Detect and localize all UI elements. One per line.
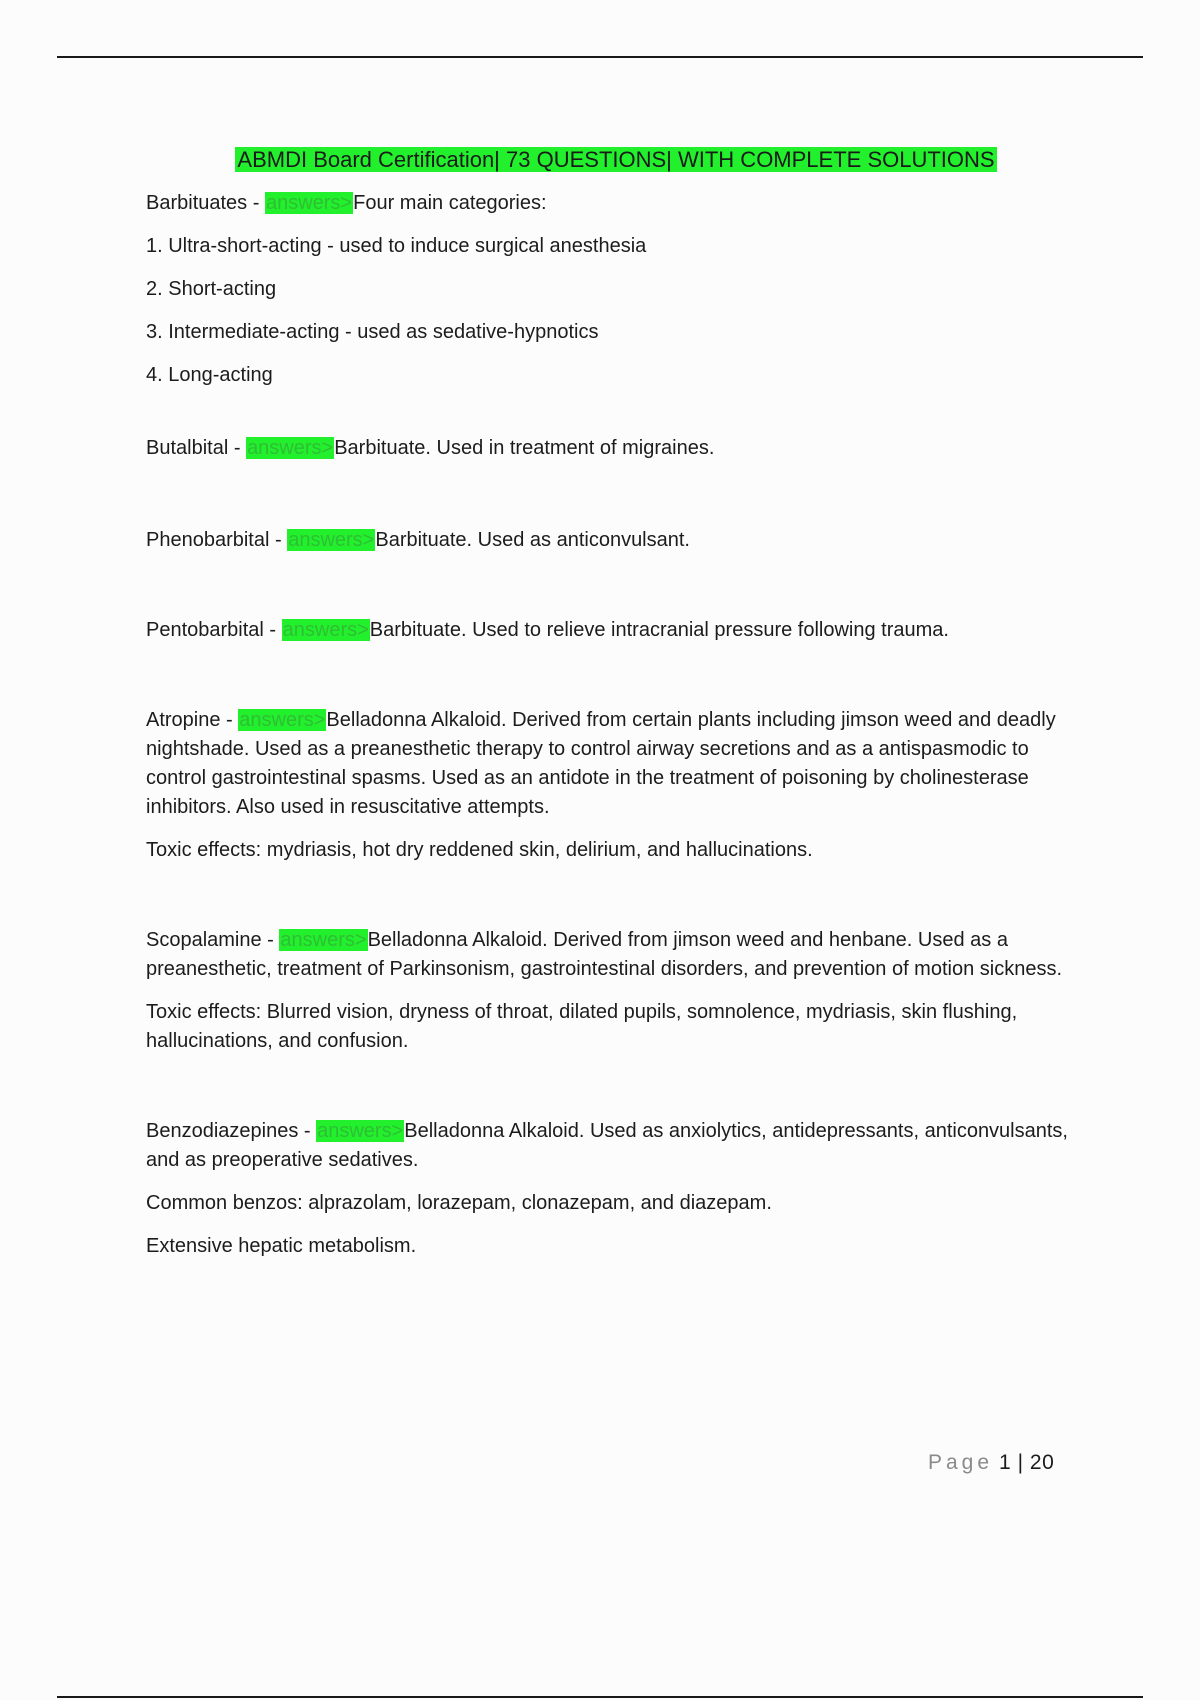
entry-answer: Belladonna Alkaloid. Derived from jimson weed and henbane. Used as a preanesthetic, treatment of Parkinsonism, gastrointestinal disorders, and prevention of motion sickness. xyxy=(146,929,1063,980)
entry-term: Atropine - xyxy=(146,709,239,731)
entry-scopalamine xyxy=(146,926,1086,984)
bottom-rule xyxy=(57,1696,1143,1698)
page-separator: | xyxy=(1017,1451,1024,1474)
entry-answer: Barbituate. Used to relieve intracranial pressure following trauma. xyxy=(369,619,949,641)
list-item: 1. Ultra-short-acting - used to induce surgical anesthesia xyxy=(146,235,647,257)
page-word: Page xyxy=(928,1451,994,1474)
list-item: 4. Long-acting xyxy=(146,364,273,386)
answer-tag: answers> xyxy=(239,709,326,731)
entry-answer: Belladonna Alkaloid. Derived from certain plants including jimson weed and deadly nightshade. Used as a preanesthetic therapy to control airway secretions and as a antispasmodic to control gastrointestinal spasms. Used as an antidote in the treatment of poisoning by cholinesterase inhibitors. Also used in resuscitative attempts. xyxy=(146,709,1056,818)
entry-extra: Extensive hepatic metabolism. xyxy=(146,1235,417,1257)
entry-butalbital xyxy=(146,434,1086,463)
entry-term: Phenobarbital - xyxy=(146,529,288,551)
entry-term: Benzodiazepines - xyxy=(146,1120,317,1142)
page-total: 20 xyxy=(1029,1451,1055,1474)
page-current: 1 xyxy=(999,1451,1012,1474)
answer-tag: answers> xyxy=(280,929,367,951)
entry-barbituates xyxy=(146,189,1086,218)
entry-answer: Belladonna Alkaloid. Used as anxiolytics, antidepressants, anticonvulsants, and as preoperative sedatives. xyxy=(146,1120,1068,1171)
list-item: 3. Intermediate-acting - used as sedative-hypnotics xyxy=(146,321,599,343)
entry-phenobarbital xyxy=(146,526,1086,555)
answer-tag: answers> xyxy=(282,619,369,641)
entry-benzodiazepines xyxy=(146,1117,1086,1175)
entry-term: Scopalamine - xyxy=(146,929,280,951)
entry-pentobarbital xyxy=(146,616,1086,645)
top-rule xyxy=(57,56,1143,58)
answer-tag: answers> xyxy=(288,529,375,551)
answer-tag: answers> xyxy=(265,192,353,214)
entry-answer: Four main categories: xyxy=(353,192,547,214)
entry-answer: Barbituate. Used in treatment of migraines. xyxy=(334,437,715,459)
entry-atropine xyxy=(146,706,1086,822)
document-title: ABMDI Board Certification| 73 QUESTIONS| WITH COMPLETE SOLUTIONS xyxy=(237,147,995,172)
entry-term: Butalbital - xyxy=(146,437,247,459)
entry-extra: Common benzos: alprazolam, lorazepam, clonazepam, and diazepam. xyxy=(146,1192,772,1214)
document-body xyxy=(146,143,1086,1275)
page-number xyxy=(928,1451,1054,1475)
answer-tag: answers> xyxy=(247,437,334,459)
answer-tag: answers> xyxy=(317,1120,404,1142)
list-item: 2. Short-acting xyxy=(146,278,277,300)
entry-extra: Toxic effects: Blurred vision, dryness of throat, dilated pupils, somnolence, mydriasis, skin flushing, hallucinations, and confusion. xyxy=(146,1001,1018,1052)
entry-answer: Barbituate. Used as anticonvulsant. xyxy=(375,529,690,551)
entry-term: Pentobarbital - xyxy=(146,619,282,641)
entry-extra: Toxic effects: mydriasis, hot dry reddened skin, delirium, and hallucinations. xyxy=(146,839,813,861)
entry-term: Barbituates - xyxy=(146,192,265,214)
